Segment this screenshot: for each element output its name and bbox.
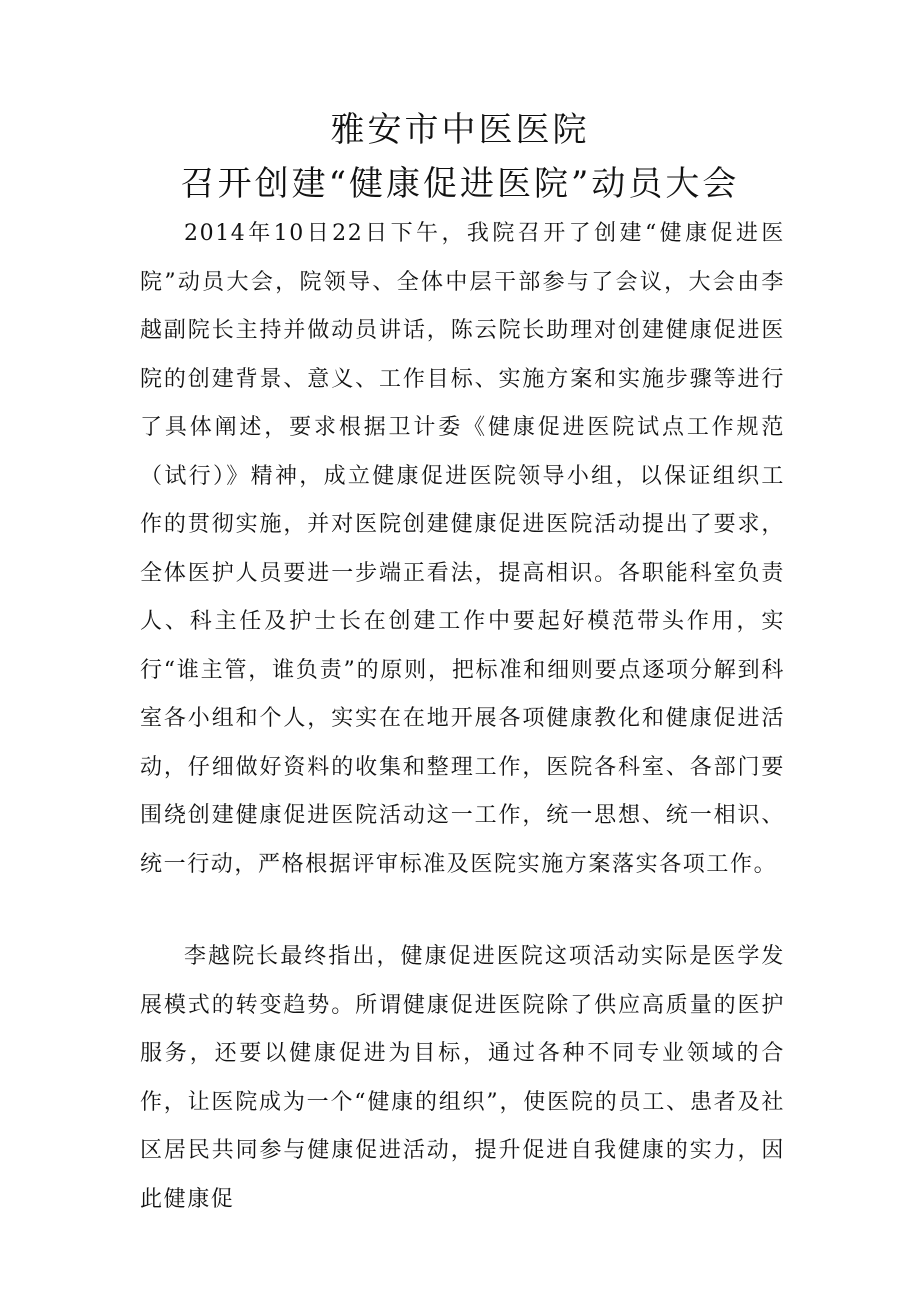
document-title-line-1: 雅安市中医医院	[330, 110, 590, 150]
body-paragraph-1: 2014年10日22日下午，我院召开了创建“健康促进医院”动员大会，院领导、全体中层干部参与了会议，大会由李越副院长主持并做动员讲话，陈云院长助理对创建健康促进医院的创建背景、意义、工作目标、实施方案和实施步骤等进行了具体阐述，要求根据卫计委《健康促进医院试点工作规范（试行）》精神，成立健康促进医院领导小组，以保证组织工作的贯彻实施，并对医院创建健康促进医院活动提出了要求，全体医护人员要进一步端正看法，提高相识。各职能科室负责人、科主任及护士长在创建工作中要起好模范带头作用，实行“谁主管，谁负责”的原则，把标准和细则要点逐项分解到科室各小组和个人，实实在在地开展各项健康教化和健康促进活动，仔细做好资料的收集和整理工作，医院各科室、各部门要围绕创建健康促进医院活动这一工作，统一思想、统一相识、统一行动，严格根据评审标准及医院实施方案落实各项工作。	[140, 221, 785, 877]
body-paragraph-2: 李越院长最终指出，健康促进医院这项活动实际是医学发展模式的转变趋势。所谓健康促进医院除了供应高质量的医护服务，还要以健康促进为目标，通过各种不同专业领域的合作，让医院成为一个“健康的组织”，使医院的员工、患者及社区居民共同参与健康促进活动，提升促进自我健康的实力，因此健康促	[140, 944, 785, 1212]
document-title-line-2: 召开创建“健康促进医院”动员大会	[180, 164, 740, 204]
